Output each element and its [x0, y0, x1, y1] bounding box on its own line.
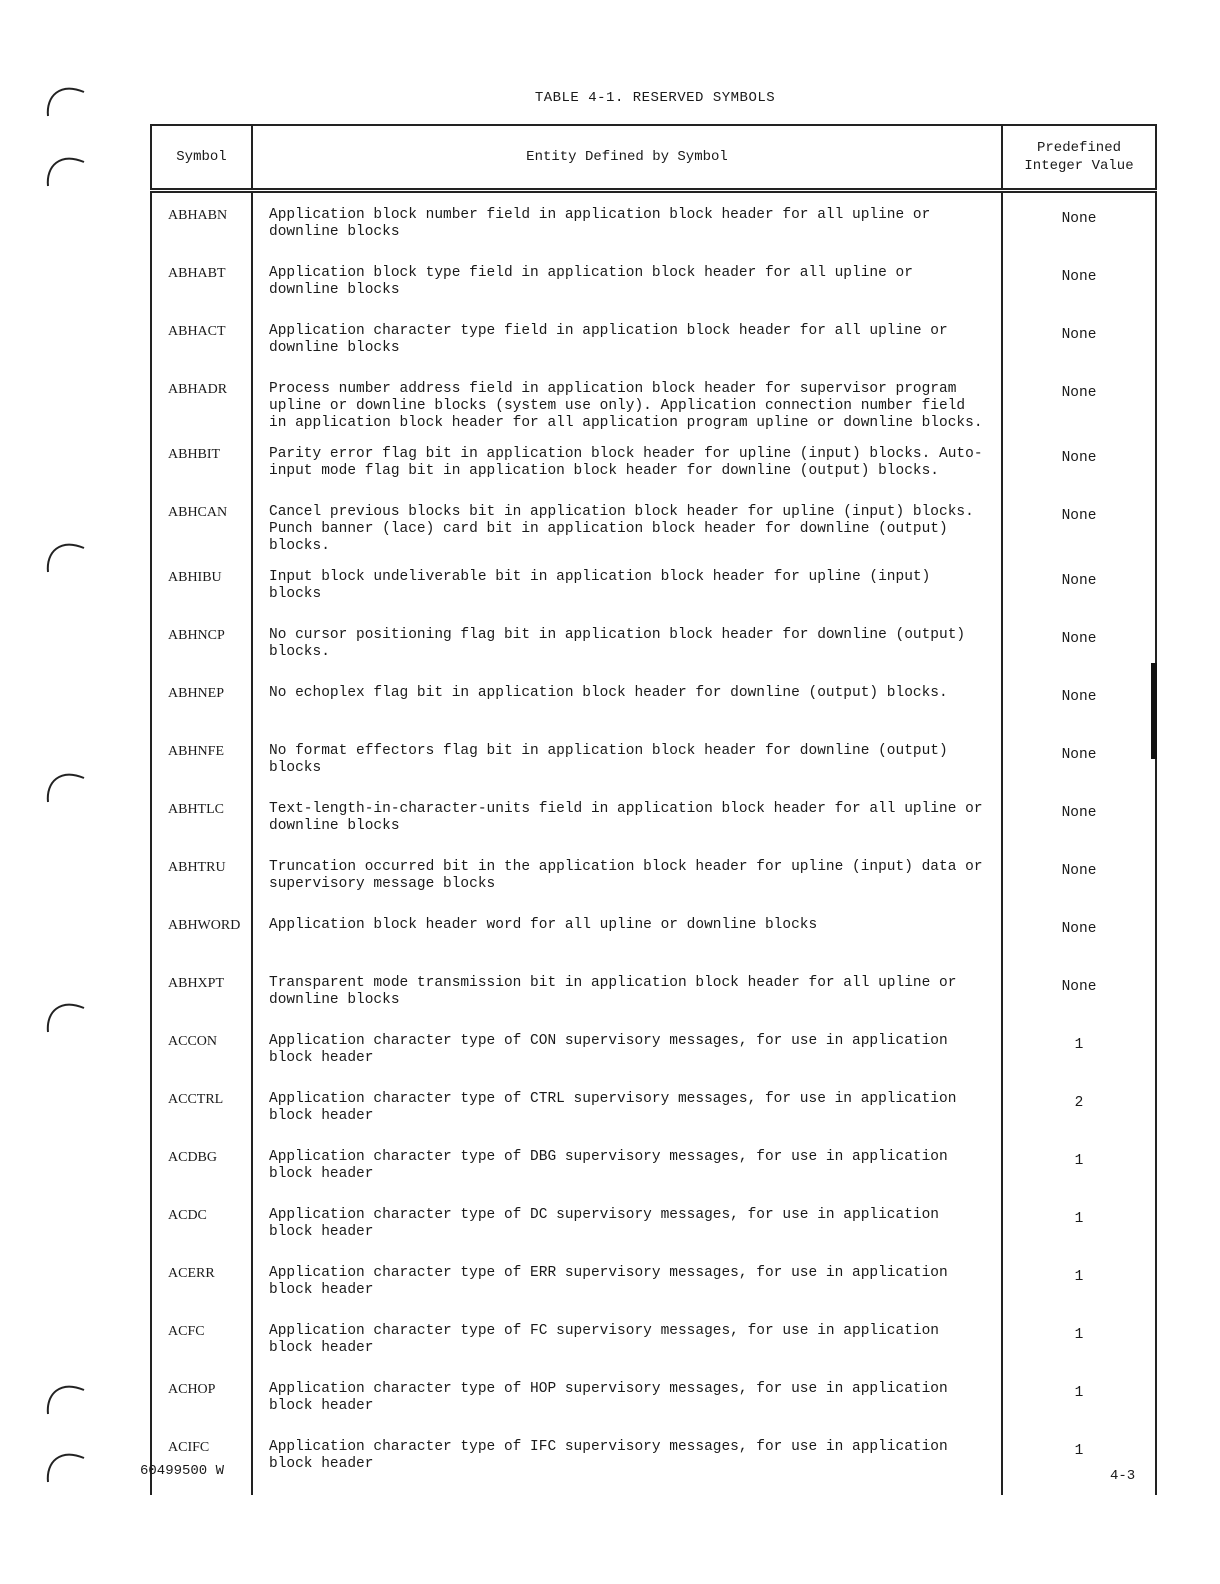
- entity-cell: No cursor positioning flag bit in application block header for downline (output) blocks.: [252, 613, 1002, 671]
- value-cell: None: [1002, 367, 1156, 432]
- symbol-cell: ABHNFE: [151, 729, 252, 787]
- table-row: [151, 1077, 1156, 1135]
- column-header-value-line1: Predefined: [1036, 140, 1121, 156]
- symbol-cell: ACCON: [151, 1019, 252, 1077]
- entity-cell: Application character type of DC supervisory messages, for use in application block header: [252, 1193, 1002, 1251]
- value-cell: 1: [1002, 1193, 1156, 1251]
- symbol-cell: ABHABN: [151, 191, 252, 252]
- value-cell: 1: [1002, 1425, 1156, 1495]
- symbol-cell: ABHNCP: [151, 613, 252, 671]
- symbol-cell: ABHABT: [151, 251, 252, 309]
- page-number: 4-3: [1110, 1468, 1136, 1484]
- table-row: [151, 1309, 1156, 1367]
- entity-cell: Truncation occurred bit in the application block header for upline (input) data or supervisory message blocks: [252, 845, 1002, 903]
- table-row: [151, 432, 1156, 490]
- change-bar: [1151, 663, 1157, 759]
- symbol-cell: ACFC: [151, 1309, 252, 1367]
- value-cell: 1: [1002, 1367, 1156, 1425]
- table-row: [151, 903, 1156, 961]
- value-cell: 1: [1002, 1135, 1156, 1193]
- table-row: [151, 1019, 1156, 1077]
- value-cell: None: [1002, 191, 1156, 252]
- table-row: [151, 1193, 1156, 1251]
- punch-hole-mark: [42, 764, 86, 804]
- value-cell: None: [1002, 251, 1156, 309]
- value-cell: None: [1002, 787, 1156, 845]
- entity-cell: Application character type of CTRL supervisory messages, for use in application block header: [252, 1077, 1002, 1135]
- table-row: [151, 251, 1156, 309]
- entity-cell: Application character type of FC supervisory messages, for use in application block header: [252, 1309, 1002, 1367]
- punch-hole-mark: [42, 994, 86, 1034]
- table-row: [151, 309, 1156, 367]
- value-cell: None: [1002, 845, 1156, 903]
- entity-cell: Parity error flag bit in application block header for upline (input) blocks. Auto-input mode flag bit in application block header for downline (output) blocks.: [252, 432, 1002, 490]
- punch-hole-mark: [42, 1376, 86, 1416]
- table-row: [151, 1425, 1156, 1495]
- column-header-symbol: Symbol: [151, 125, 252, 191]
- symbol-cell: ABHNEP: [151, 671, 252, 729]
- entity-cell: Application character type of IFC supervisory messages, for use in application block header: [252, 1425, 1002, 1495]
- symbol-cell: ABHBIT: [151, 432, 252, 490]
- value-cell: 2: [1002, 1077, 1156, 1135]
- value-cell: None: [1002, 555, 1156, 613]
- symbol-cell: ABHWORD: [151, 903, 252, 961]
- value-cell: None: [1002, 309, 1156, 367]
- entity-cell: Application character type of CON supervisory messages, for use in application block header: [252, 1019, 1002, 1077]
- value-cell: None: [1002, 490, 1156, 555]
- punch-hole-mark: [42, 148, 86, 188]
- symbol-cell: ACIFC: [151, 1425, 252, 1495]
- table-header-row: [151, 125, 1156, 191]
- entity-cell: Application block number field in application block header for all upline or downline blocks: [252, 191, 1002, 252]
- entity-cell: Application character type of ERR supervisory messages, for use in application block header: [252, 1251, 1002, 1309]
- symbol-cell: ABHACT: [151, 309, 252, 367]
- symbol-cell: ACDBG: [151, 1135, 252, 1193]
- entity-cell: Cancel previous blocks bit in application block header for upline (input) blocks. Punch banner (lace) card bit in application block header for downline (output) blocks.: [252, 490, 1002, 555]
- punch-hole-mark: [42, 1444, 86, 1484]
- value-cell: None: [1002, 729, 1156, 787]
- value-cell: None: [1002, 613, 1156, 671]
- table-row: [151, 613, 1156, 671]
- value-cell: 1: [1002, 1251, 1156, 1309]
- column-header-value: [1002, 125, 1156, 191]
- table-row: [151, 367, 1156, 432]
- table-row: [151, 961, 1156, 1019]
- entity-cell: Text-length-in-character-units field in application block header for all upline or downline blocks: [252, 787, 1002, 845]
- table-title: TABLE 4-1. RESERVED SYMBOLS: [534, 90, 776, 106]
- entity-cell: Process number address field in application block header for supervisor program upline or downline blocks (system use only). Application connection number field in application block header for all application program upline or downline blocks.: [252, 367, 1002, 432]
- table-row: [151, 1367, 1156, 1425]
- column-header-entity: Entity Defined by Symbol: [252, 125, 1002, 191]
- table-row: [151, 729, 1156, 787]
- table-row: [151, 1135, 1156, 1193]
- table-row: [151, 845, 1156, 903]
- entity-cell: Application character type field in application block header for all upline or downline blocks: [252, 309, 1002, 367]
- table-row: [151, 490, 1156, 555]
- symbol-cell: ACHOP: [151, 1367, 252, 1425]
- table-row: [151, 191, 1156, 252]
- value-cell: 1: [1002, 1019, 1156, 1077]
- entity-cell: Application block header word for all upline or downline blocks: [252, 903, 1002, 961]
- entity-cell: No echoplex flag bit in application block header for downline (output) blocks.: [252, 671, 1002, 729]
- table-row: [151, 555, 1156, 613]
- value-cell: None: [1002, 903, 1156, 961]
- table-row: [151, 671, 1156, 729]
- symbol-cell: ACDC: [151, 1193, 252, 1251]
- punch-hole-mark: [42, 534, 86, 574]
- symbol-cell: ABHTRU: [151, 845, 252, 903]
- symbol-cell: ACCTRL: [151, 1077, 252, 1135]
- symbol-cell: ABHXPT: [151, 961, 252, 1019]
- symbol-cell: ABHCAN: [151, 490, 252, 555]
- table-row: [151, 1251, 1156, 1309]
- value-cell: 1: [1002, 1309, 1156, 1367]
- symbol-cell: ABHIBU: [151, 555, 252, 613]
- column-header-value-line2: Integer Value: [1024, 158, 1134, 174]
- symbol-cell: ABHADR: [151, 367, 252, 432]
- entity-cell: Application character type of DBG supervisory messages, for use in application block header: [252, 1135, 1002, 1193]
- reserved-symbols-table: [150, 124, 1157, 1495]
- value-cell: None: [1002, 671, 1156, 729]
- entity-cell: Application character type of HOP supervisory messages, for use in application block header: [252, 1367, 1002, 1425]
- entity-cell: Input block undeliverable bit in application block header for upline (input) blocks: [252, 555, 1002, 613]
- value-cell: None: [1002, 961, 1156, 1019]
- entity-cell: No format effectors flag bit in application block header for downline (output) blocks: [252, 729, 1002, 787]
- symbol-cell: ACERR: [151, 1251, 252, 1309]
- value-cell: None: [1002, 432, 1156, 490]
- entity-cell: Transparent mode transmission bit in application block header for all upline or downline blocks: [252, 961, 1002, 1019]
- table-row: [151, 787, 1156, 845]
- entity-cell: Application block type field in application block header for all upline or downline blocks: [252, 251, 1002, 309]
- document-number: 60499500 W: [140, 1463, 225, 1479]
- symbol-cell: ABHTLC: [151, 787, 252, 845]
